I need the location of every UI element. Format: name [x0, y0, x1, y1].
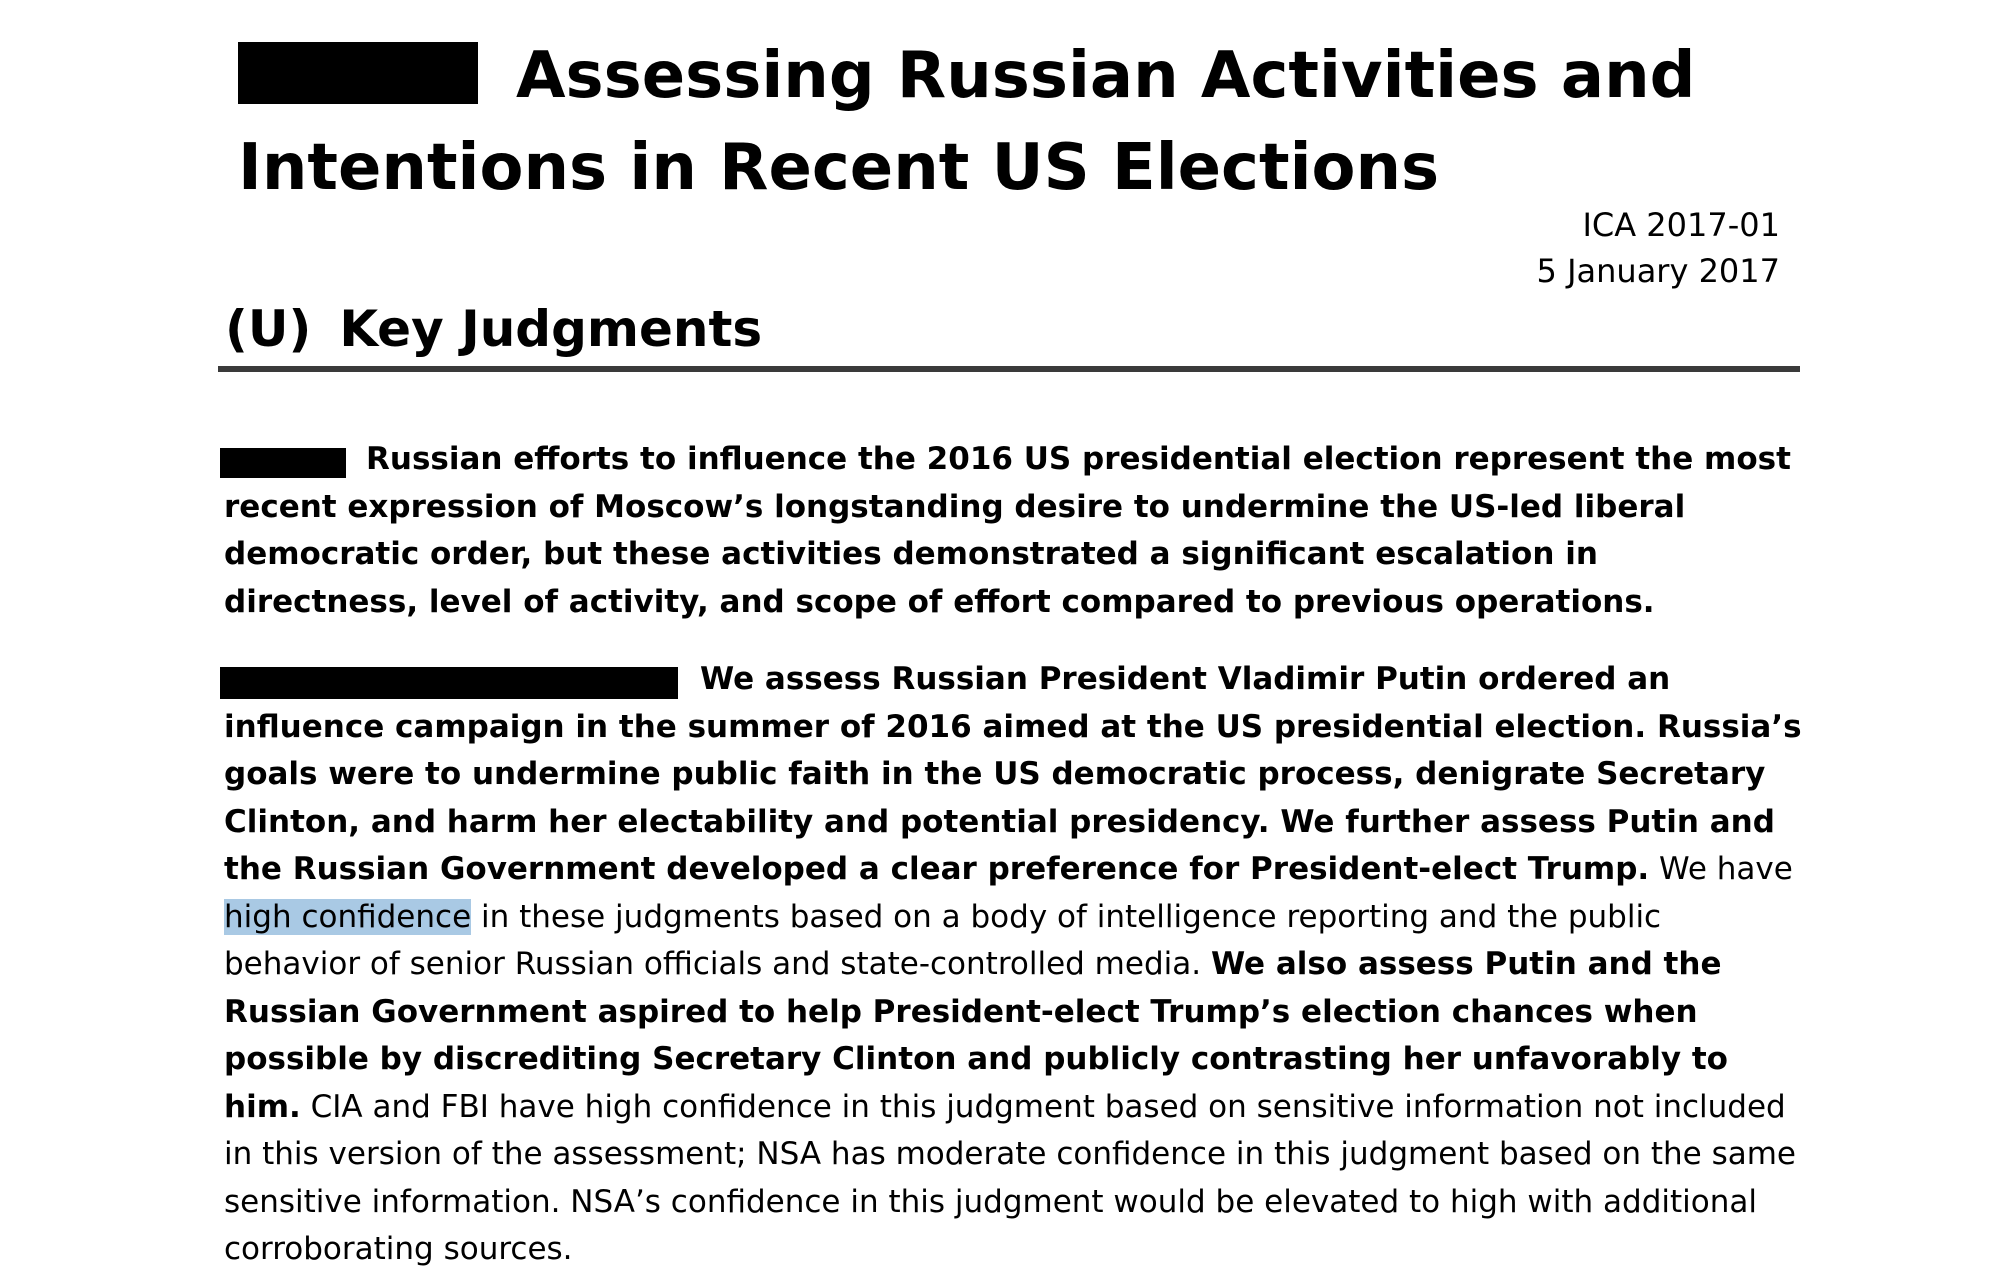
- paragraph-1-text: Russian efforts to influence the 2016 US presidential election represent the most recent expression of Moscow’s longstanding desire to undermine the US-led liberal democratic order, but these activities demonstrated a significant escalation in directness, level of activity, and scope of effort compared to previous operations.: [224, 441, 1791, 620]
- heading-divider: [218, 366, 1800, 372]
- title-line-1: [238, 30, 1798, 122]
- paragraph-2: [224, 656, 1802, 1274]
- title-line-2: Intentions in Recent US Elections: [238, 131, 1440, 205]
- paragraph-2-bold-1: We assess Russian President Vladimir Putin ordered an influence campaign in the summer of 2016 aimed at the US presidential election. Russia’s goals were to undermine public faith in the US democratic process, denigrate Secretary Clinton, and harm her electability and potential presidency. We further assess Putin and the Russian Government developed a clear preference for President-elect Trump.: [224, 661, 1802, 887]
- paragraph-1: [224, 436, 1802, 626]
- document-meta: [1537, 202, 1780, 294]
- section-heading: [225, 296, 762, 362]
- title-text-1: Assessing Russian Activities and: [516, 39, 1696, 113]
- redaction-bar: [238, 42, 478, 104]
- redaction-bar: [220, 667, 678, 699]
- document-title: [238, 30, 1798, 214]
- document-date: 5 January 2017: [1536, 252, 1780, 290]
- paragraph-2-regular-1b: in these judgments based on a body of intelligence reporting and the public behavior of senior Russian officials and state-controlled media.: [224, 898, 1662, 982]
- text-selection-highlight[interactable]: high confidence: [224, 898, 472, 935]
- paragraph-2-regular-2: CIA and FBI have high confidence in this judgment based on sensitive information not included in this version of the assessment; NSA has moderate confidence in this judgment based on the same sensitive information. NSA’s confidence in this judgment would be elevated to high with additional corroborating sources.: [224, 1088, 1796, 1267]
- section-title: Key Judgments: [339, 300, 763, 358]
- document-number: ICA 2017-01: [1582, 206, 1780, 244]
- paragraph-2-bold-2: We also assess Putin and the Russian Government aspired to help President-elect Trump’s election chances when possible by discrediting Secretary Clinton and publicly contrasting her unfavorably to him.: [224, 946, 1728, 1125]
- classification-label: (U): [225, 300, 312, 358]
- paragraph-2-regular-1a: We have: [1649, 851, 1793, 887]
- redaction-bar: [220, 448, 346, 478]
